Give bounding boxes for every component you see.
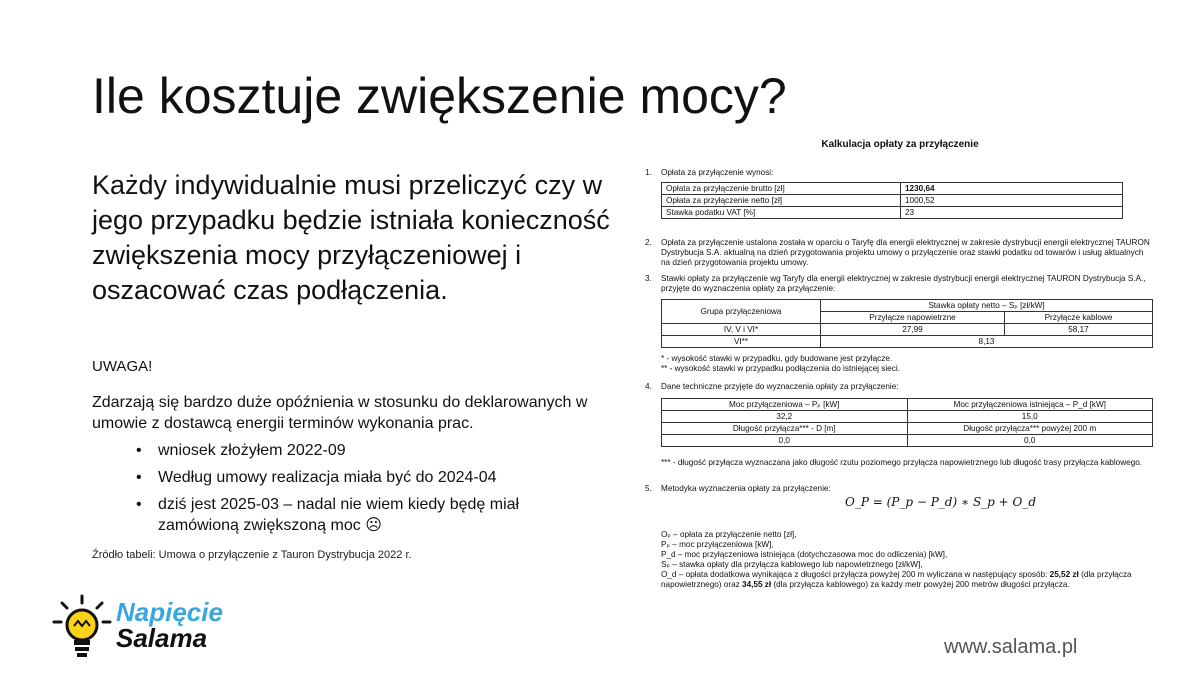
table-header-cell: Moc przyłączeniowa – Pₚ [kW] bbox=[662, 399, 908, 411]
table-header-cell: Moc przyłączeniowa istniejąca – P_d [kW] bbox=[907, 399, 1153, 411]
table-cell: 15,0 bbox=[907, 411, 1153, 423]
section-heading: Opłata za przyłączenie wynosi: bbox=[661, 168, 774, 177]
table-cell: 1000,52 bbox=[901, 195, 1123, 207]
legend-item bbox=[661, 570, 1155, 590]
section-heading: Metodyka wyznaczenia opłaty za przyłączenie: bbox=[661, 484, 831, 493]
table-cell: 0,0 bbox=[662, 435, 908, 447]
section-number: 3. bbox=[645, 274, 652, 283]
document-title: Kalkulacja opłaty za przyłączenie bbox=[821, 139, 979, 150]
table-row bbox=[662, 423, 1153, 435]
formula: O_P = (P_p − P_d) ∗ S_p + O_d bbox=[845, 495, 1037, 509]
legend-text: O_d – opłata dodatkowa wynikająca z długości przyłącza powyżej 200 m wyliczana w następujący sposób: bbox=[661, 570, 1050, 579]
bullet-text: dziś jest 2025-03 – nadal nie wiem kiedy będę miał zamówioną zwiększoną moc ☹ bbox=[158, 496, 520, 534]
website-link[interactable]: www.salama.pl bbox=[944, 636, 1078, 658]
warning-label: UWAGA! bbox=[92, 358, 153, 375]
calculation-document bbox=[645, 136, 1155, 611]
table-row bbox=[662, 324, 1153, 336]
note-text: * - wysokość stawki w przypadku, gdy budowane jest przyłącze. bbox=[661, 354, 893, 363]
table-cell: 0,0 bbox=[907, 435, 1153, 447]
table-cell: Opłata za przyłączenie brutto [zł] bbox=[662, 183, 901, 195]
legend-text: (dla przyłącza napowietrznego) oraz bbox=[661, 570, 1132, 589]
table-row bbox=[662, 195, 1123, 207]
technical-data-table bbox=[661, 398, 1153, 447]
table-row bbox=[662, 183, 1123, 195]
table-row bbox=[662, 300, 1153, 312]
legend-value: 34,55 zł bbox=[742, 580, 772, 589]
table-cell: 58,17 bbox=[1004, 324, 1152, 336]
legend-item: Pₚ – moc przyłączeniowa [kW], bbox=[661, 540, 774, 549]
table-cell: VI** bbox=[662, 336, 821, 348]
table-row bbox=[662, 411, 1153, 423]
legend-item: P_d – moc przyłączeniowa istniejąca (dotychczasowa moc do odliczenia) [kW], bbox=[661, 550, 948, 559]
bullet-icon: • bbox=[136, 442, 142, 459]
table-row bbox=[662, 336, 1153, 348]
section-number: 1. bbox=[645, 168, 652, 177]
table-cell: 27,99 bbox=[821, 324, 1005, 336]
logo-text-line2: Salama bbox=[116, 623, 208, 653]
bullet-list bbox=[136, 440, 596, 542]
slide-title: Ile kosztuje zwiększenie mocy? bbox=[92, 68, 787, 124]
list-item bbox=[136, 494, 596, 536]
table-cell: Opłata za przyłączenie netto [zł] bbox=[662, 195, 901, 207]
table-cell: 32,2 bbox=[662, 411, 908, 423]
list-item bbox=[136, 467, 596, 488]
formula-legend bbox=[661, 530, 1155, 590]
table-header-cell: Przyłącze napowietrzne bbox=[821, 312, 1005, 324]
table-header-cell: Grupa przyłączeniowa bbox=[662, 300, 821, 324]
bullet-text: wniosek złożyłem 2022-09 bbox=[158, 442, 346, 459]
table-cell: 8,13 bbox=[821, 336, 1153, 348]
section-number: 2. bbox=[645, 238, 652, 247]
note-text: ** - wysokość stawki w przypadku podłączenia do istniejącej sieci. bbox=[661, 364, 900, 373]
table-cell: 23 bbox=[901, 207, 1123, 219]
table-cell: IV, V i VI* bbox=[662, 324, 821, 336]
logo bbox=[52, 594, 232, 664]
section-number: 5. bbox=[645, 484, 652, 493]
bullet-icon: • bbox=[136, 469, 142, 486]
table-header-cell: Przyłącze kablowe bbox=[1004, 312, 1152, 324]
table-cell: Stawka podatku VAT [%] bbox=[662, 207, 901, 219]
section-text: Stawki opłaty za przyłączenie wg Taryfy dla energii elektrycznej w zakresie dystrybucji energii elektrycznej TAURON Dystrybucja S.A., przyjęte do wyznaczenia opłaty za przyłączenie: bbox=[661, 274, 1146, 293]
section-number: 4. bbox=[645, 382, 652, 391]
lead-text: Każdy indywidualnie musi przeliczyć czy w jego przypadku będzie istniała konieczność zwiększenia mocy przyłączeniowej i oszacować czas podłączenia. bbox=[92, 170, 610, 305]
legend-item: Sₚ – stawka opłaty dla przyłącza kablowego lub napowietrznego [zł/kW], bbox=[661, 560, 923, 569]
table-header-cell: Długość przyłącza*** - D [m] bbox=[662, 423, 908, 435]
lightbulb-icon bbox=[52, 594, 112, 662]
section-heading: Dane techniczne przyjęte do wyznaczenia opłaty za przyłączenie: bbox=[661, 382, 899, 391]
table-row bbox=[662, 207, 1123, 219]
source-note: Źródło tabeli: Umowa o przyłączenie z Tauron Dystrybucja 2022 r. bbox=[92, 549, 412, 561]
table-header-cell: Stawka opłaty netto – Sₚ [zł/kW] bbox=[821, 300, 1153, 312]
section-text: Opłata za przyłączenie ustalona została w oparciu o Taryfę dla energii elektrycznej w zakresie dystrybucji energii elektrycznej TAURON Dystrybucja S.A. aktualną na dzień przygotowania projektu umowy o przyłączenie oraz stawki podatku od towarów i usług aktualnych na dzień przygotowania projektu umowy. bbox=[661, 238, 1150, 267]
fee-table bbox=[661, 182, 1123, 219]
delay-paragraph: Zdarzają się bardzo duże opóźnienia w stosunku do deklarowanych w umowie z dostawcą energii terminów wykonania prac. bbox=[92, 394, 588, 432]
table-cell: 1230,64 bbox=[901, 183, 1123, 195]
table-header-cell: Długość przyłącza*** powyżej 200 m bbox=[907, 423, 1153, 435]
legend-value: 25,52 zł bbox=[1049, 570, 1079, 579]
rate-table bbox=[661, 299, 1153, 348]
list-item bbox=[136, 440, 596, 461]
table-row bbox=[662, 399, 1153, 411]
legend-text: (dla przyłącza kablowego) za każdy metr powyżej 200 metrów długości przyłącza. bbox=[771, 580, 1070, 589]
legend-item: Oₚ – opłata za przyłączenie netto [zł], bbox=[661, 530, 797, 539]
bullet-icon: • bbox=[136, 496, 142, 513]
note-text: *** - długość przyłącza wyznaczana jako długość rzutu poziomego przyłącza napowietrznego lub długość trasy przyłącza kablowego. bbox=[661, 458, 1143, 467]
bullet-text: Według umowy realizacja miała być do 2024-04 bbox=[158, 469, 497, 486]
table-row bbox=[662, 435, 1153, 447]
logo-text-line1: Napięcie bbox=[116, 597, 223, 627]
